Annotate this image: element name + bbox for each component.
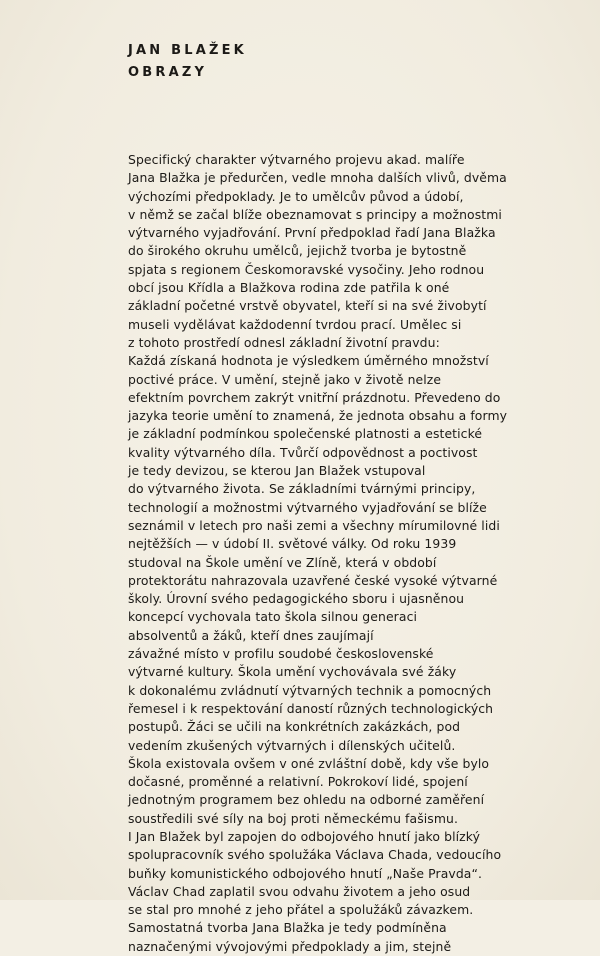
author-name: JAN BLAŽEK <box>128 43 247 58</box>
text-line: do širokého okruhu umělců, jejichž tvorba je bytostně <box>128 243 467 259</box>
text-line: studoval na Škole umění ve Zlíně, která v období <box>128 554 437 570</box>
text-line: protektorátu nahrazovala uzavřené české vysoké výtvarné <box>128 572 498 588</box>
text-line: kvality výtvarného díla. Tvůrčí odpovědnost a poctivost <box>128 444 478 460</box>
text-line: do výtvarného života. Se základními tvárnými principy, <box>128 481 476 497</box>
text-line: Specifický charakter výtvarného projevu akad. malíře <box>128 152 465 167</box>
text-line: naznačenými vývojovými předpoklady a jim, stejně <box>128 938 452 954</box>
text-line: závažné místo v profilu soudobé československé <box>128 646 434 662</box>
text-line: školy. Úrovní svého pedagogického sboru i ujasněnou <box>128 591 465 607</box>
text-line: koncepcí vychovala tato škola silnou generaci <box>128 609 418 625</box>
text-line: spjata s regionem Českomoravské vysočiny. Jeho rodnou <box>128 261 485 277</box>
text-line: výtvarného vyjadřování. První předpoklad řadí Jana Blažka <box>128 225 496 241</box>
text-line: výchozími předpoklady. Je to umělcův původ a údobí, <box>128 188 464 204</box>
text-line: museli vydělávat každodenní tvrdou prací. Umělec si <box>128 316 462 332</box>
text-line: seznámil v letech pro naši zemi a všechny mírumilovné lidi <box>128 517 500 533</box>
text-line: I Jan Blažek byl zapojen do odbojového hnutí jako blízký <box>128 828 481 844</box>
text-line: výtvarné kultury. Škola umění vychovávala své žáky <box>128 664 457 680</box>
text-line: Každá získaná hodnota je výsledkem úměrného množství <box>128 353 489 369</box>
text-line: z tohoto prostředí odnesl základní životní pravdu: <box>128 334 440 350</box>
text-line: technologií a možnostmi výtvarného vyjadřování se blíže <box>128 499 487 515</box>
header <box>128 40 247 84</box>
text-line: Škola existovala ovšem v oné zvláštní době, kdy vše bylo <box>128 755 490 771</box>
text-line: řemesel i k respektování daností různých technologických <box>128 700 494 716</box>
text-line: je tedy devizou, se kterou Jan Blažek vstupoval <box>128 463 426 479</box>
text-line: Jana Blažka je předurčen, vedle mnoha dalších vlivů, dvěma <box>128 170 507 186</box>
text-line: základní početné vrstvě obyvatel, kteří si na své živobytí <box>128 298 487 314</box>
text-line: absolventů a žáků, kteří dnes zaujímají <box>128 627 374 643</box>
text-line: dočasné, proměnné a relativní. Pokrokoví lidé, spojení <box>128 774 468 790</box>
text-line: k dokonalému zvládnutí výtvarných technik a pomocných <box>128 682 492 698</box>
text-line: se stal pro mnohé z jeho přátel a spolužáků závazkem. <box>128 902 474 918</box>
text-line: je základní podmínkou společenské platnosti a estetické <box>128 426 483 442</box>
text-line: nejtěžších — v údobí II. světové války. Od roku 1939 <box>128 536 457 552</box>
text-line: vedením zkušených výtvarných i dílenských učitelů. <box>128 737 456 753</box>
text-line: jednotným programem bez ohledu na odborné zaměření <box>128 792 485 808</box>
text-line: buňky komunistického odbojového hnutí „Naše Pravda“. <box>128 865 483 881</box>
text-line: Samostatná tvorba Jana Blažka je tedy podmíněna <box>128 920 447 936</box>
text-line: obcí jsou Křídla a Blažkova rodina zde patřila k oné <box>128 280 450 296</box>
text-line: postupů. Žáci se učili na konkrétních zakázkách, pod <box>128 719 461 735</box>
text-line: poctivé práce. V umění, stejně jako v životě nelze <box>128 371 442 387</box>
text-line: Václav Chad zaplatil svou odvahu životem a jeho osud <box>128 883 471 899</box>
text-line: jazyka teorie umění to znamená, že jednota obsahu a formy <box>128 408 508 424</box>
section-title: OBRAZY <box>128 65 208 80</box>
text-line: spolupracovník svého spolužáka Václava Chada, vedoucího <box>128 847 502 863</box>
text-line: v němž se začal blíže obeznamovat s principy a možnostmi <box>128 206 502 222</box>
text-line: soustředili své síly na boj proti německému fašismu. <box>128 810 459 826</box>
text-line: efektním povrchem zakrýt vnitřní prázdnotu. Převedeno do <box>128 389 501 405</box>
body-text <box>128 151 528 956</box>
